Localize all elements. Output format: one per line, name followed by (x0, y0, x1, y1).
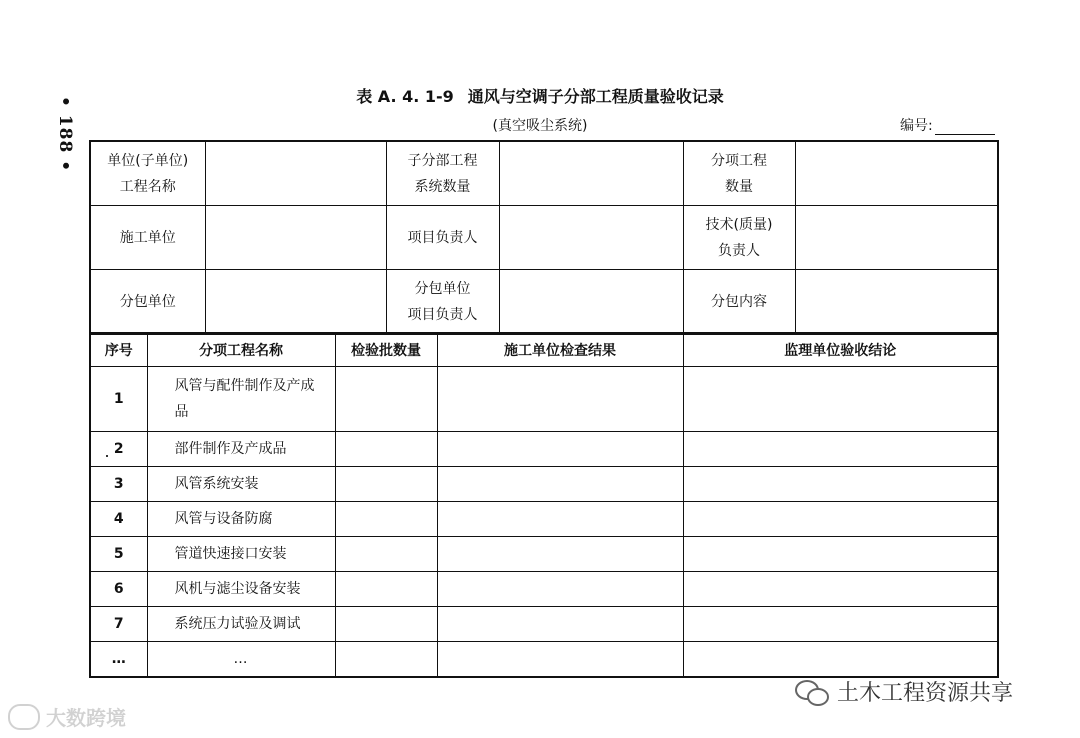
item-count-value[interactable] (795, 141, 998, 206)
row-item-name: 管道快速接口安装 (147, 537, 335, 572)
project-info-row (90, 206, 998, 270)
project-manager-label: 项目负责人 (386, 206, 499, 270)
serial-number-field (900, 115, 995, 135)
row-number: 5 (90, 537, 147, 572)
row-contractor-result[interactable] (437, 367, 683, 432)
column-header-batch-count: 检验批数量 (335, 333, 437, 367)
column-header-supervisor-conclusion: 监理单位验收结论 (683, 333, 998, 367)
document-title (0, 84, 1080, 107)
page-number: • 188 • (55, 96, 75, 173)
row-supervisor-conclusion[interactable] (683, 537, 998, 572)
scan-speck (106, 455, 108, 457)
serial-blank[interactable] (935, 118, 995, 135)
row-batch-count[interactable] (335, 642, 437, 678)
watermark-right-text: 土木工程资源共享 (837, 681, 1014, 706)
unit-name-value[interactable] (205, 141, 386, 206)
watermark-logo-icon (8, 704, 40, 730)
row-item-name: 系统压力试验及调试 (147, 607, 335, 642)
title-text: 通风与空调子分部工程质量验收记录 (467, 87, 724, 106)
row-supervisor-conclusion[interactable] (683, 502, 998, 537)
inspection-items-table (89, 332, 999, 678)
subcontract-content-value[interactable] (795, 270, 998, 335)
subcontractor-label: 分包单位 (90, 270, 205, 335)
subcontractor-value[interactable] (205, 270, 386, 335)
table-row (90, 502, 998, 537)
wechat-icon (795, 678, 829, 706)
row-item-name: 风管与配件制作及产成品 (147, 367, 335, 432)
row-supervisor-conclusion[interactable] (683, 432, 998, 467)
row-supervisor-conclusion[interactable] (683, 607, 998, 642)
serial-label: 编号: (900, 118, 933, 134)
table-row (90, 467, 998, 502)
column-header-name: 分项工程名称 (147, 333, 335, 367)
row-batch-count[interactable] (335, 432, 437, 467)
project-info-row (90, 270, 998, 335)
row-contractor-result[interactable] (437, 537, 683, 572)
column-header-contractor-result: 施工单位检查结果 (437, 333, 683, 367)
watermark-right (795, 676, 1013, 707)
subcontract-content-label: 分包内容 (683, 270, 795, 335)
row-supervisor-conclusion[interactable] (683, 367, 998, 432)
row-number: 7 (90, 607, 147, 642)
subcontractor-manager-value[interactable] (499, 270, 683, 335)
column-header-no: 序号 (90, 333, 147, 367)
item-count-label: 分项工程 数量 (683, 141, 795, 206)
row-batch-count[interactable] (335, 572, 437, 607)
row-item-name: … (147, 642, 335, 678)
row-item-name: 风管系统安装 (147, 467, 335, 502)
table-number: 表 A. 4. 1-9 (356, 87, 454, 106)
row-supervisor-conclusion[interactable] (683, 572, 998, 607)
document-subtitle: (真空吸尘系统) (492, 118, 588, 134)
watermark-left-text: 大数跨境 (46, 706, 126, 730)
table-header-row (90, 333, 998, 367)
row-number: 4 (90, 502, 147, 537)
row-contractor-result[interactable] (437, 502, 683, 537)
row-batch-count[interactable] (335, 502, 437, 537)
row-item-name: 风管与设备防腐 (147, 502, 335, 537)
row-contractor-result[interactable] (437, 432, 683, 467)
row-batch-count[interactable] (335, 537, 437, 572)
technical-lead-label: 技术(质量) 负责人 (683, 206, 795, 270)
project-info-table (89, 140, 999, 335)
table-row (90, 432, 998, 467)
table-row (90, 607, 998, 642)
row-number: … (90, 642, 147, 678)
row-number: 2 (90, 432, 147, 467)
table-row (90, 367, 998, 432)
row-contractor-result[interactable] (437, 572, 683, 607)
row-number: 6 (90, 572, 147, 607)
unit-name-label: 单位(子单位) 工程名称 (90, 141, 205, 206)
contractor-label: 施工单位 (90, 206, 205, 270)
table-row (90, 537, 998, 572)
subsection-system-count-label: 子分部工程 系统数量 (386, 141, 499, 206)
row-item-name: 部件制作及产成品 (147, 432, 335, 467)
row-number: 1 (90, 367, 147, 432)
watermark-left (8, 702, 126, 731)
contractor-value[interactable] (205, 206, 386, 270)
row-contractor-result[interactable] (437, 467, 683, 502)
row-supervisor-conclusion[interactable] (683, 642, 998, 678)
subsection-system-count-value[interactable] (499, 141, 683, 206)
project-manager-value[interactable] (499, 206, 683, 270)
row-number: 3 (90, 467, 147, 502)
table-row (90, 642, 998, 678)
row-item-name: 风机与滤尘设备安装 (147, 572, 335, 607)
row-contractor-result[interactable] (437, 642, 683, 678)
row-batch-count[interactable] (335, 467, 437, 502)
subcontractor-manager-label: 分包单位 项目负责人 (386, 270, 499, 335)
table-row (90, 572, 998, 607)
project-info-row (90, 141, 998, 206)
row-contractor-result[interactable] (437, 607, 683, 642)
row-batch-count[interactable] (335, 367, 437, 432)
row-batch-count[interactable] (335, 607, 437, 642)
row-supervisor-conclusion[interactable] (683, 467, 998, 502)
technical-lead-value[interactable] (795, 206, 998, 270)
